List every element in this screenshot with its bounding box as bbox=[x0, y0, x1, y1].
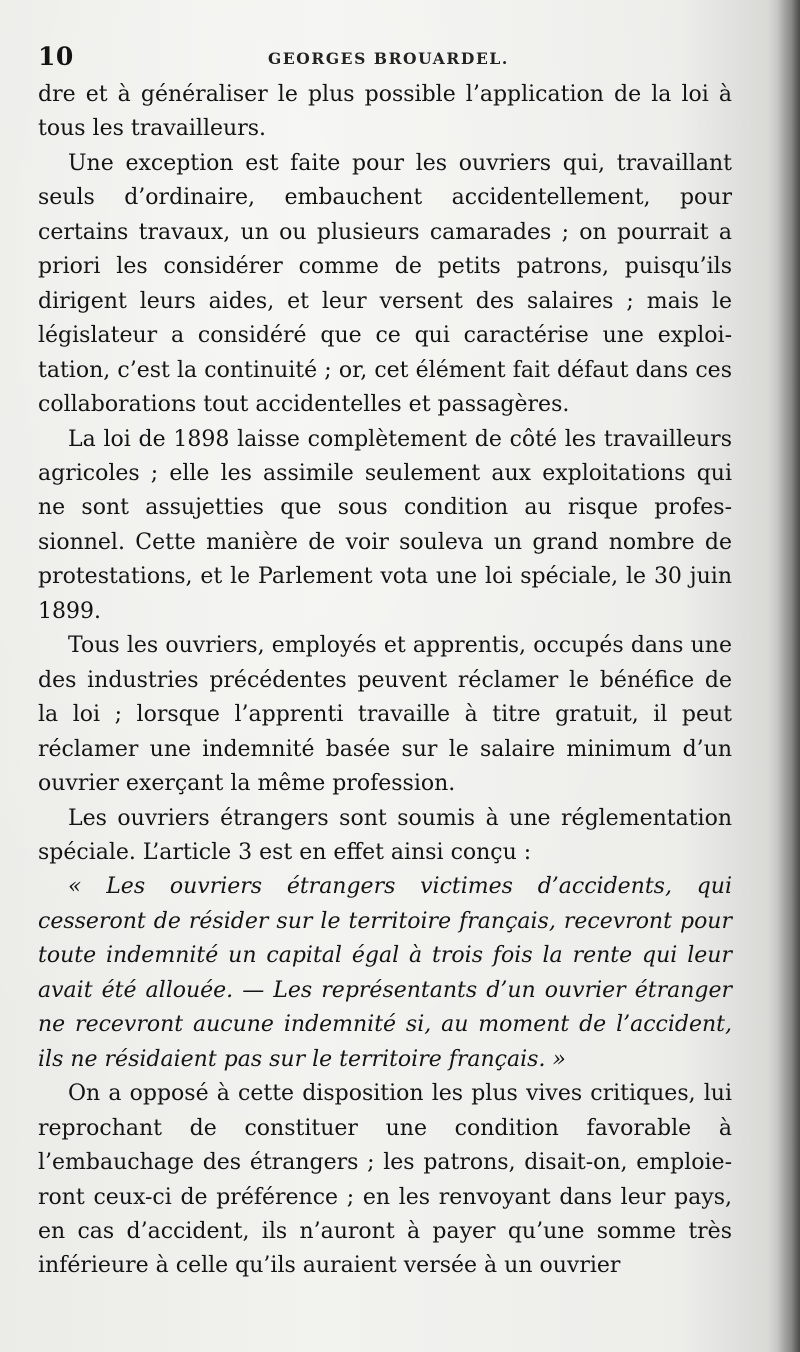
paragraph-loi-1898: La loi de 1898 laisse complètement de côté les travailleurs agricoles ; elle les assimile seulement aux exploitations qui ne sont assujetties que sous condition au risque professionnel. Cette manière de voir souleva un grand nombre de protestations, et le Parlement vota une loi spéciale, le 30 juin 1899. bbox=[38, 426, 732, 624]
page-edge-shadow bbox=[778, 0, 800, 1352]
body-text bbox=[38, 78, 732, 1284]
quote-article-3: « Les ouvriers étrangers victimes d’accidents, qui cesseront de résider sur le territoire français, recevront pour toute indemnité un capital égal à trois fois la rente qui leur avait été allouée. — Les représentants d’un ouvrier étranger ne recevront aucune indemnité si, au moment de l’accident, ils ne résidaient pas sur le territoire français. » bbox=[38, 874, 732, 1072]
page-header bbox=[38, 42, 738, 76]
paragraph-critiques: On a opposé à cette disposition les plus vives critiques, lui reprochant de constituer une condition favorable à l’embauchage des étrangers ; les patrons, disait-on, emploieront ceux-ci de préférence ; en les renvoyant dans leur pays, en cas d’accident, ils n’auront à payer qu’une somme très inférieure à celle qu’ils auraient versée à un ouvrier bbox=[38, 1081, 732, 1279]
page-number: 10 bbox=[38, 42, 74, 71]
paragraph-ouvriers-etrangers: Les ouvriers étrangers sont soumis à une réglementation spéciale. L’article 3 est en effet ainsi conçu : bbox=[38, 805, 732, 865]
paragraph-apprentis: Tous les ouvriers, employés et apprentis, occupés dans une des industries précédentes peuvent réclamer le bénéfice de la loi ; lorsque l’apprenti travaille à titre gratuit, il peut réclamer une indemnité basée sur le salaire minimum d’un ouvrier exerçant la même profession. bbox=[38, 633, 732, 797]
running-head: GEORGES BROUARDEL. bbox=[268, 49, 509, 68]
paragraph-continuation: dre et à généraliser le plus possible l’application de la loi à tous les travailleurs. bbox=[38, 82, 732, 142]
paragraph-exception-ouvriers: Une exception est faite pour les ouvriers qui, travaillant seuls d’ordinaire, embauchent accidentellement, pour certains travaux, un ou plusieurs camarades ; on pourrait a priori les considérer comme de petits patrons, puisqu’ils dirigent leurs aides, et leur versent des salaires ; mais le législateur a considéré que ce qui caractérise une exploitation, c’est la continuité ; or, cet élément fait défaut dans ces collaborations tout accidentelles et passagères. bbox=[38, 150, 732, 418]
